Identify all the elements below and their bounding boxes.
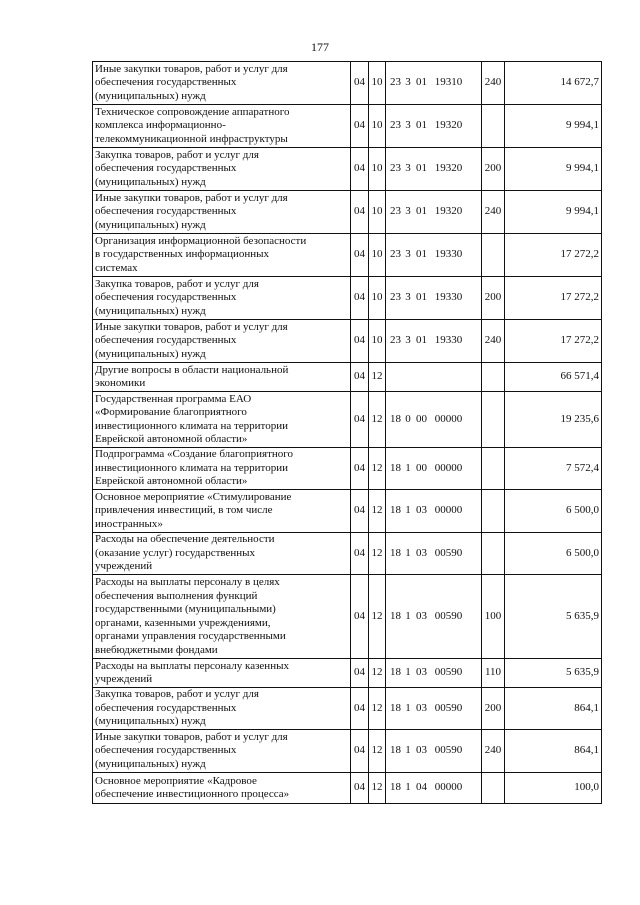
amount-cell: 9 994,1 (505, 191, 602, 234)
event-code: 03 (416, 701, 427, 714)
subsection-code-cell: 10 (369, 62, 386, 105)
direction-code: 00590 (434, 546, 463, 559)
program-code: 18 (390, 461, 401, 474)
item-name-cell: Иные закупки товаров, работ и услуг для обеспечения государственных (муниципальных) нужд (93, 730, 351, 773)
table-row (93, 148, 602, 191)
target-article-code-cell (386, 490, 482, 533)
expense-type-code-cell (482, 533, 505, 575)
target-article-code-cell (386, 659, 482, 688)
section-code-cell: 04 (351, 533, 369, 575)
direction-code: 19320 (434, 119, 463, 132)
subsection-code-cell: 12 (369, 773, 386, 804)
table-row (93, 575, 602, 659)
subprogram-code: 3 (405, 334, 411, 347)
expense-type-code-cell (482, 234, 505, 277)
event-code: 01 (416, 334, 427, 347)
program-code: 18 (390, 546, 401, 559)
subprogram-code: 1 (405, 504, 411, 517)
amount-cell: 100,0 (505, 773, 602, 804)
program-code: 23 (390, 334, 401, 347)
direction-code: 00000 (434, 781, 463, 794)
event-code: 03 (416, 666, 427, 679)
program-code: 18 (390, 701, 401, 714)
item-name-cell: Расходы на выплаты персоналу в целях обеспечения выполнения функций государственными (муниципальными) органами, казенными учреждениями, органами управления государственными внебюджетными фондами (93, 575, 351, 659)
budget-table (92, 61, 602, 804)
target-article-code-cell (386, 191, 482, 234)
item-name-cell: Иные закупки товаров, работ и услуг для обеспечения государственных (муниципальных) нужд (93, 320, 351, 363)
program-code: 18 (390, 609, 401, 622)
expense-type-code-cell (482, 105, 505, 148)
section-code-cell: 04 (351, 363, 369, 392)
subsection-code-cell: 10 (369, 234, 386, 277)
subsection-code-cell: 10 (369, 277, 386, 320)
subprogram-code: 1 (405, 781, 411, 794)
item-name-cell: Расходы на обеспечение деятельности (оказание услуг) государственных учреждений (93, 533, 351, 575)
expense-type-code-cell (482, 773, 505, 804)
event-code: 01 (416, 291, 427, 304)
target-article-code-cell (386, 148, 482, 191)
item-name-cell: Организация информационной безопасности в государственных информационных системах (93, 234, 351, 277)
amount-cell: 14 672,7 (505, 62, 602, 105)
program-code: 23 (390, 248, 401, 261)
section-code-cell: 04 (351, 320, 369, 363)
item-name-cell: Государственная программа ЕАО «Формирование благоприятного инвестиционного климата на территории Еврейской автономной области» (93, 392, 351, 448)
subprogram-code: 1 (405, 701, 411, 714)
section-code-cell: 04 (351, 277, 369, 320)
target-article-code-cell (386, 277, 482, 320)
amount-cell: 17 272,2 (505, 277, 602, 320)
section-code-cell: 04 (351, 688, 369, 730)
expense-type-code-cell: 200 (482, 277, 505, 320)
program-code: 23 (390, 162, 401, 175)
subprogram-code: 3 (405, 162, 411, 175)
table-row (93, 533, 602, 575)
event-code: 04 (416, 781, 427, 794)
program-code: 18 (390, 504, 401, 517)
expense-type-code-cell: 240 (482, 730, 505, 773)
subprogram-code: 0 (405, 412, 411, 425)
subsection-code-cell: 10 (369, 148, 386, 191)
target-article-code-cell (386, 533, 482, 575)
item-name-cell: Закупка товаров, работ и услуг для обеспечения государственных (муниципальных) нужд (93, 277, 351, 320)
event-code: 01 (416, 162, 427, 175)
expense-type-code-cell: 100 (482, 575, 505, 659)
event-code: 01 (416, 76, 427, 89)
subsection-code-cell: 10 (369, 320, 386, 363)
subsection-code-cell: 12 (369, 533, 386, 575)
budget-table-body (93, 62, 602, 804)
item-name-cell: Расходы на выплаты персоналу казенных учреждений (93, 659, 351, 688)
section-code-cell: 04 (351, 234, 369, 277)
amount-cell: 17 272,2 (505, 320, 602, 363)
item-name-cell: Закупка товаров, работ и услуг для обеспечения государственных (муниципальных) нужд (93, 148, 351, 191)
amount-cell: 864,1 (505, 730, 602, 773)
subprogram-code: 3 (405, 119, 411, 132)
event-code: 03 (416, 609, 427, 622)
amount-cell: 864,1 (505, 688, 602, 730)
section-code-cell: 04 (351, 392, 369, 448)
subprogram-code: 1 (405, 609, 411, 622)
subprogram-code: 3 (405, 205, 411, 218)
item-name-cell: Основное мероприятие «Стимулирование привлечения инвестиций, в том числе иностранных» (93, 490, 351, 533)
amount-cell: 9 994,1 (505, 105, 602, 148)
program-code: 18 (390, 412, 401, 425)
subsection-code-cell: 12 (369, 659, 386, 688)
expense-type-code-cell (482, 392, 505, 448)
item-name-cell: Подпрограмма «Создание благоприятного инвестиционного климата на территории Еврейской автономной области» (93, 448, 351, 490)
table-row (93, 234, 602, 277)
table-row (93, 773, 602, 804)
expense-type-code-cell: 110 (482, 659, 505, 688)
target-article-code-cell (386, 688, 482, 730)
direction-code: 00590 (434, 666, 463, 679)
direction-code: 00000 (434, 412, 463, 425)
table-row (93, 277, 602, 320)
subsection-code-cell: 12 (369, 688, 386, 730)
amount-cell: 5 635,9 (505, 575, 602, 659)
target-article-code-cell (386, 448, 482, 490)
amount-cell: 5 635,9 (505, 659, 602, 688)
subprogram-code: 1 (405, 666, 411, 679)
event-code: 03 (416, 744, 427, 757)
table-row (93, 62, 602, 105)
subsection-code-cell: 12 (369, 392, 386, 448)
table-row (93, 105, 602, 148)
target-article-code-cell (386, 62, 482, 105)
program-code: 23 (390, 205, 401, 218)
direction-code: 19310 (434, 76, 463, 89)
subprogram-code: 3 (405, 291, 411, 304)
subsection-code-cell: 12 (369, 490, 386, 533)
table-row (93, 659, 602, 688)
table-row (93, 363, 602, 392)
direction-code: 00590 (434, 609, 463, 622)
direction-code: 00590 (434, 701, 463, 714)
expense-type-code-cell: 240 (482, 191, 505, 234)
subsection-code-cell: 10 (369, 105, 386, 148)
direction-code: 19330 (434, 291, 463, 304)
event-code: 03 (416, 504, 427, 517)
item-name-cell: Иные закупки товаров, работ и услуг для обеспечения государственных (муниципальных) нужд (93, 191, 351, 234)
amount-cell: 6 500,0 (505, 533, 602, 575)
event-code: 01 (416, 248, 427, 261)
subprogram-code: 1 (405, 461, 411, 474)
table-row (93, 392, 602, 448)
program-code: 23 (390, 291, 401, 304)
amount-cell: 6 500,0 (505, 490, 602, 533)
program-code: 18 (390, 666, 401, 679)
item-name-cell: Основное мероприятие «Кадровое обеспечение инвестиционного процесса» (93, 773, 351, 804)
expense-type-code-cell (482, 448, 505, 490)
amount-cell: 7 572,4 (505, 448, 602, 490)
event-code: 01 (416, 119, 427, 132)
target-article-code-cell (386, 773, 482, 804)
direction-code: 00000 (434, 461, 463, 474)
table-row (93, 688, 602, 730)
subsection-code-cell: 12 (369, 448, 386, 490)
subprogram-code: 1 (405, 744, 411, 757)
subsection-code-cell: 12 (369, 730, 386, 773)
direction-code: 19330 (434, 334, 463, 347)
amount-cell: 9 994,1 (505, 148, 602, 191)
table-row (93, 448, 602, 490)
section-code-cell: 04 (351, 659, 369, 688)
page-number: 177 (311, 40, 329, 54)
event-code: 03 (416, 546, 427, 559)
target-article-code-cell (386, 320, 482, 363)
amount-cell: 17 272,2 (505, 234, 602, 277)
direction-code: 19320 (434, 205, 463, 218)
section-code-cell: 04 (351, 62, 369, 105)
subprogram-code: 3 (405, 76, 411, 89)
table-row (93, 490, 602, 533)
subsection-code-cell: 12 (369, 575, 386, 659)
expense-type-code-cell: 200 (482, 688, 505, 730)
expense-type-code-cell: 240 (482, 62, 505, 105)
program-code: 23 (390, 119, 401, 132)
subsection-code-cell: 12 (369, 363, 386, 392)
item-name-cell: Техническое сопровождение аппаратного комплекса информационно- телекоммуникационной инфраструктуры (93, 105, 351, 148)
target-article-code-cell (386, 234, 482, 277)
direction-code: 19320 (434, 162, 463, 175)
expense-type-code-cell (482, 363, 505, 392)
direction-code: 19330 (434, 248, 463, 261)
item-name-cell: Иные закупки товаров, работ и услуг для обеспечения государственных (муниципальных) нужд (93, 62, 351, 105)
subprogram-code: 1 (405, 546, 411, 559)
program-code: 18 (390, 781, 401, 794)
table-row (93, 191, 602, 234)
amount-cell: 66 571,4 (505, 363, 602, 392)
table-row (93, 320, 602, 363)
direction-code: 00000 (434, 504, 463, 517)
subprogram-code: 3 (405, 248, 411, 261)
item-name-cell: Закупка товаров, работ и услуг для обеспечения государственных (муниципальных) нужд (93, 688, 351, 730)
section-code-cell: 04 (351, 105, 369, 148)
target-article-code-cell (386, 730, 482, 773)
target-article-code-cell (386, 392, 482, 448)
target-article-code-cell (386, 363, 482, 392)
event-code: 00 (416, 461, 427, 474)
event-code: 01 (416, 205, 427, 218)
section-code-cell: 04 (351, 191, 369, 234)
section-code-cell: 04 (351, 148, 369, 191)
section-code-cell: 04 (351, 575, 369, 659)
direction-code: 00590 (434, 744, 463, 757)
target-article-code-cell (386, 575, 482, 659)
section-code-cell: 04 (351, 773, 369, 804)
program-code: 23 (390, 76, 401, 89)
subsection-code-cell: 10 (369, 191, 386, 234)
amount-cell: 19 235,6 (505, 392, 602, 448)
section-code-cell: 04 (351, 490, 369, 533)
event-code: 00 (416, 412, 427, 425)
expense-type-code-cell: 240 (482, 320, 505, 363)
section-code-cell: 04 (351, 730, 369, 773)
expense-type-code-cell (482, 490, 505, 533)
expense-type-code-cell: 200 (482, 148, 505, 191)
program-code: 18 (390, 744, 401, 757)
item-name-cell: Другие вопросы в области национальной экономики (93, 363, 351, 392)
section-code-cell: 04 (351, 448, 369, 490)
target-article-code-cell (386, 105, 482, 148)
table-row (93, 730, 602, 773)
